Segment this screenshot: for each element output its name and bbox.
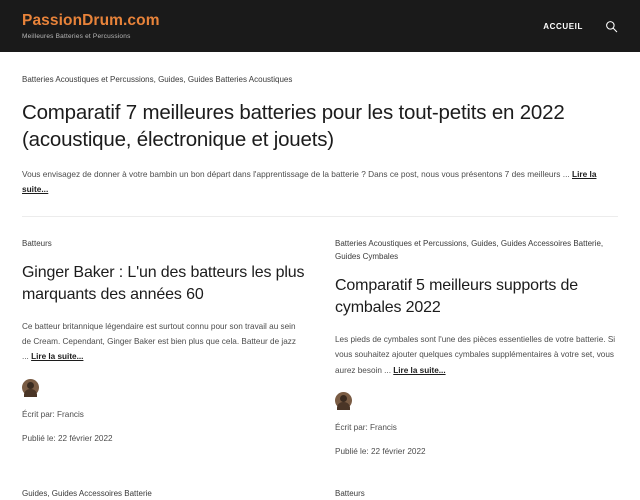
- featured-post-excerpt-text: Vous envisagez de donner à votre bambin un bon départ dans l'apprentissage de la batterie ? Dans ce post, nous vous présentons 7 des meilleurs ...: [22, 169, 570, 180]
- featured-post-excerpt: [22, 167, 618, 198]
- featured-post-read-more[interactable]: Lire la suite...: [22, 169, 597, 195]
- post-card-next-right: [335, 488, 618, 500]
- post-card-left-author: Écrit par: Francis: [22, 409, 84, 419]
- post-card-right-read-more[interactable]: Lire la suite...: [393, 365, 446, 375]
- main-content: [0, 52, 640, 500]
- site-header: [0, 0, 640, 52]
- nav-item-accueil[interactable]: ACCUEIL: [543, 21, 583, 31]
- post-card-next-left: [22, 488, 305, 500]
- post-card-right-author: Écrit par: Francis: [335, 422, 397, 432]
- post-card-right-published: Publié le: 22 février 2022: [335, 447, 426, 457]
- featured-post-categories[interactable]: Batteries Acoustiques et Percussions, Guides, Guides Batteries Acoustiques: [22, 75, 293, 84]
- post-card-right-categories[interactable]: Batteries Acoustiques et Percussions, Guides, Guides Accessoires Batterie, Guides Cymbales: [335, 238, 604, 261]
- avatar: [335, 392, 352, 409]
- post-card-next-left-categories[interactable]: Guides, Guides Accessoires Batterie: [22, 488, 152, 498]
- post-card-left-excerpt: [22, 319, 305, 365]
- post-card-left: [22, 237, 305, 466]
- avatar: [22, 379, 39, 396]
- post-card-right: [335, 237, 618, 466]
- featured-post-title[interactable]: Comparatif 7 meilleures batteries pour les tout-petits en 2022 (acoustique, électronique et jouets): [22, 101, 565, 152]
- header-nav: [543, 20, 618, 33]
- post-card-left-published: Publié le: 22 février 2022: [22, 434, 113, 444]
- post-card-left-read-more[interactable]: Lire la suite...: [31, 352, 84, 362]
- post-grid-next-row: [22, 466, 618, 500]
- post-card-right-excerpt: [335, 332, 618, 378]
- featured-post: [22, 52, 618, 217]
- post-card-next-right-categories[interactable]: Batteurs: [335, 488, 365, 498]
- post-card-left-title[interactable]: Ginger Baker : L'un des batteurs les plus marquants des années 60: [22, 263, 305, 304]
- post-card-left-categories[interactable]: Batteurs: [22, 238, 52, 248]
- site-tagline: Meilleures Batteries et Percussions: [22, 32, 131, 40]
- post-card-left-excerpt-text: Ce batteur britannique légendaire est surtout connu pour son travail au sein de Cream. Cependant, Ginger Baker est bien plus que cela. Batteur de jazz ...: [22, 322, 296, 362]
- search-icon[interactable]: [605, 20, 618, 33]
- post-card-right-excerpt-text: Les pieds de cymbales sont l'une des pièces essentielles de votre batterie. Si vous souhaitez ajouter quelques cymbales supplémentaires à votre set, vous aurez besoin ...: [335, 335, 616, 375]
- site-title: PassionDrum.com: [22, 12, 160, 30]
- site-brand[interactable]: [22, 12, 160, 39]
- post-card-right-title[interactable]: Comparatif 5 meilleurs supports de cymbales 2022: [335, 277, 579, 317]
- post-grid: [22, 217, 618, 466]
